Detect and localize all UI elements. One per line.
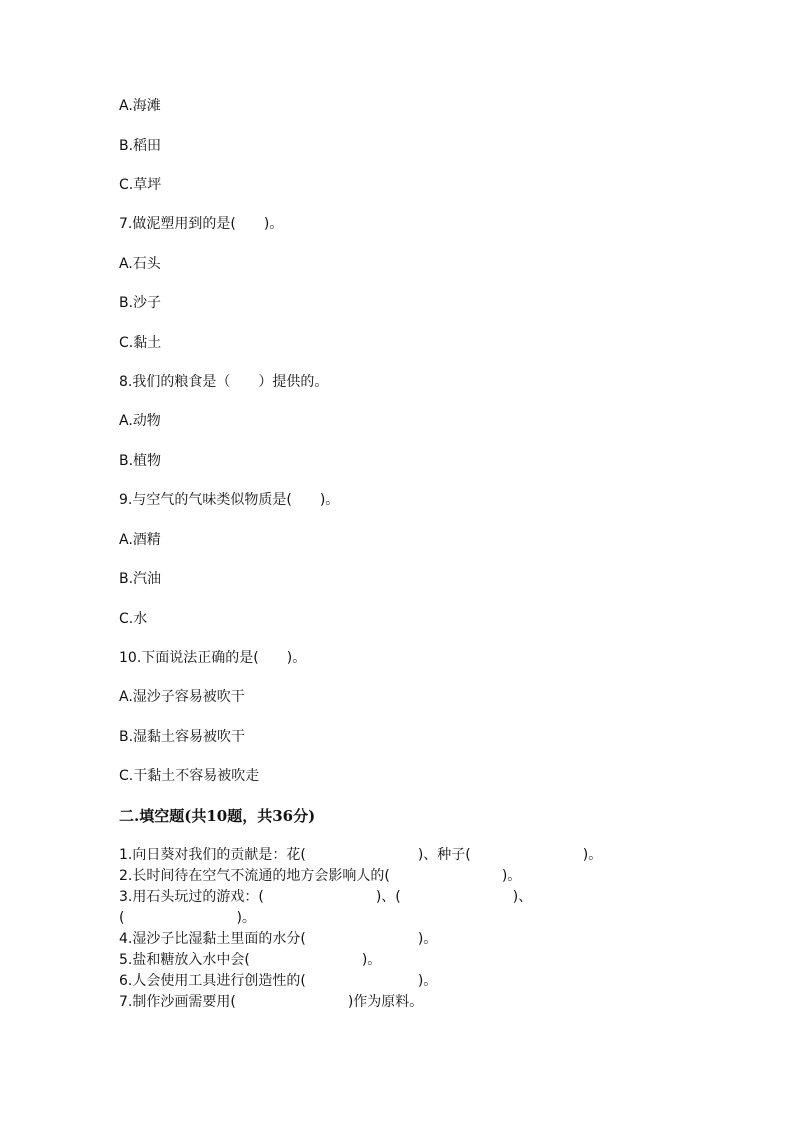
option-b-wet-clay: B.湿黏土容易被吹干 [119, 729, 246, 745]
fill-question-3: 3.用石头玩过的游戏：( )、( )、 [119, 889, 533, 905]
option-a-beach: A.海滩 [119, 98, 161, 114]
option-c-lawn: C.草坪 [119, 177, 162, 193]
option-c-dry-clay: C.干黏土不容易被吹走 [119, 768, 260, 784]
option-b-gasoline: B.汽油 [119, 571, 162, 587]
option-c-water: C.水 [119, 611, 148, 627]
question-10: 10.下面说法正确的是( )。 [119, 650, 307, 666]
option-a-alcohol: A.酒精 [119, 532, 161, 548]
fill-question-4: 4.湿沙子比湿黏土里面的水分( )。 [119, 931, 438, 947]
option-a-animals: A.动物 [119, 413, 161, 429]
option-b-rice-field: B.稻田 [119, 138, 162, 154]
question-9: 9.与空气的气味类似物质是( )。 [119, 492, 340, 508]
fill-question-3-continued: ( )。 [119, 910, 256, 926]
fill-question-2: 2.长时间待在空气不流通的地方会影响人的( )。 [119, 868, 522, 884]
option-c-clay: C.黏土 [119, 335, 162, 351]
option-a-wet-sand: A.湿沙子容易被吹干 [119, 689, 245, 705]
option-a-stone: A.石头 [119, 256, 161, 272]
fill-question-6: 6.人会使用工具进行创造性的( )。 [119, 973, 438, 989]
fill-question-5: 5.盐和糖放入水中会( )。 [119, 952, 382, 968]
fill-question-1: 1.向日葵对我们的贡献是：花( )、种子( )。 [119, 847, 603, 863]
question-7: 7.做泥塑用到的是( )。 [119, 216, 284, 232]
section-heading-fill-in: 二.填空题(共10题，共36分) [119, 807, 316, 825]
option-b-plants: B.植物 [119, 453, 162, 469]
question-8: 8.我们的粮食是（ ）提供的。 [119, 374, 329, 390]
fill-question-7: 7.制作沙画需要用( )作为原料。 [119, 994, 424, 1010]
option-b-sand: B.沙子 [119, 295, 162, 311]
